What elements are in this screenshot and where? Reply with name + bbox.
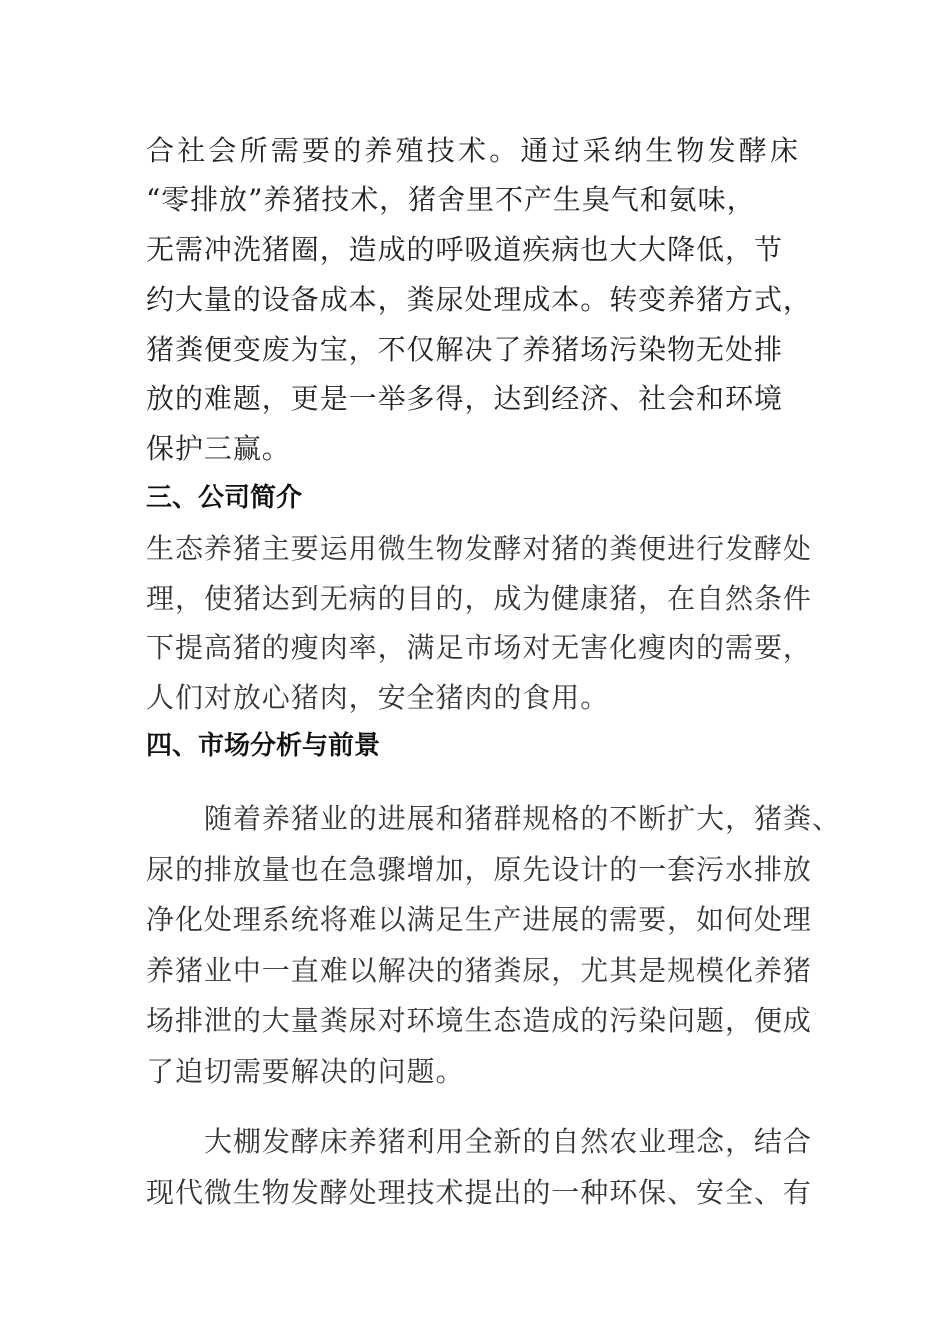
paragraph-line: 约大量的设备成本，粪尿处理成本。转变养猪方式， bbox=[146, 283, 812, 316]
paragraph-line: 随着养猪业的进展和猪群规格的不断扩大，猪粪、 bbox=[204, 802, 841, 835]
paragraph-line: 合社会所需要的养殖技术。通过采纳生物发酵床 bbox=[146, 134, 802, 167]
section-heading-market-analysis: 四、市场分析与前景 bbox=[146, 731, 381, 761]
paragraph-line: 猪粪便变废为宝，不仅解决了养猪场污染物无处排 bbox=[146, 333, 783, 366]
paragraph-line: 尿的排放量也在急骤增加，原先设计的一套污水排放 bbox=[146, 853, 812, 886]
paragraph-line: 人们对放心猪肉，安全猪肉的食用。 bbox=[146, 681, 610, 714]
paragraph-line: “零排放”养猪技术，猪舍里不产生臭气和氨味， bbox=[146, 183, 756, 216]
paragraph-line: 养猪业中一直难以解决的猪粪尿，尤其是规模化养猪 bbox=[146, 954, 812, 987]
paragraph-line: 无需冲洗猪圈，造成的呼吸道疾病也大大降低，节 bbox=[146, 233, 783, 266]
paragraph-line: 生态养猪主要运用微生物发酵对猪的粪便进行发酵处 bbox=[146, 532, 812, 565]
paragraph-line: 理，使猪达到无病的目的，成为健康猪，在自然条件 bbox=[146, 582, 812, 615]
paragraph-line: 了迫切需要解决的问题。 bbox=[146, 1055, 465, 1088]
paragraph-line: 放的难题，更是一举多得，达到经济、社会和环境 bbox=[146, 382, 783, 415]
paragraph-line: 现代微生物发酵处理技术提出的一种环保、安全、有 bbox=[146, 1176, 812, 1209]
paragraph-line: 大棚发酵床养猪利用全新的自然农业理念，结合 bbox=[204, 1125, 812, 1158]
paragraph-line: 保护三赢。 bbox=[146, 432, 291, 465]
paragraph-line: 净化处理系统将难以满足生产进展的需要，如何处理 bbox=[146, 903, 812, 936]
paragraph-line: 场排泄的大量粪尿对环境生态造成的污染问题，便成 bbox=[146, 1004, 812, 1037]
section-heading-company-intro: 三、公司简介 bbox=[146, 483, 303, 513]
paragraph-line: 下提高猪的瘦肉率，满足市场对无害化瘦肉的需要， bbox=[146, 631, 812, 664]
